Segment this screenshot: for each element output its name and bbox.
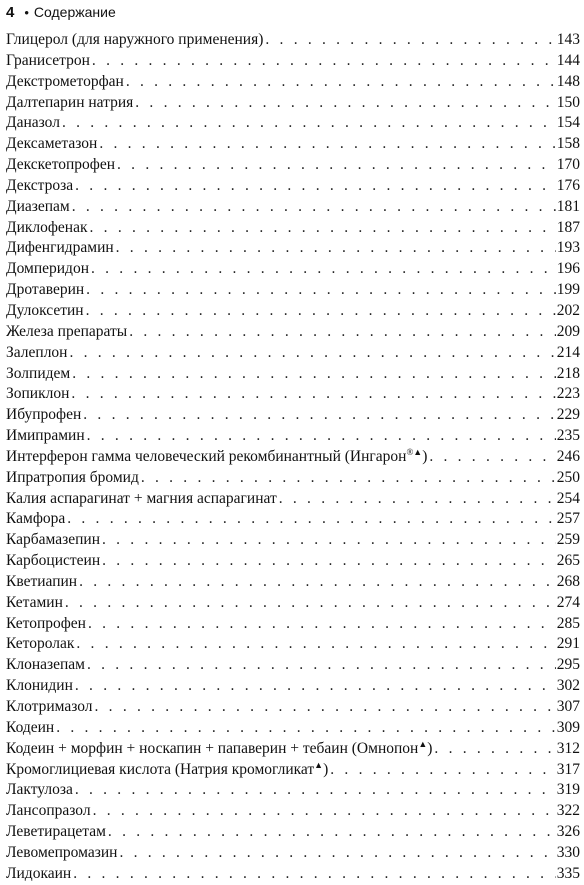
toc-entry-title — [6, 655, 87, 676]
dot-leader — [95, 697, 556, 718]
toc-entry-title-text: Золпидем — [6, 364, 71, 382]
toc-entry-title — [6, 134, 99, 155]
toc-entry-page-number: 259 — [556, 531, 580, 549]
toc-entry[interactable] — [6, 384, 580, 405]
toc-entry[interactable] — [6, 551, 580, 572]
toc-entry[interactable] — [6, 489, 580, 510]
toc-entry[interactable] — [6, 301, 580, 322]
page-number: 4 — [6, 3, 15, 21]
toc-entry-page-number: 335 — [556, 864, 580, 882]
page-header — [6, 2, 116, 22]
toc-entry-title — [6, 405, 83, 426]
toc-entry[interactable] — [6, 780, 580, 801]
toc-entry[interactable] — [6, 530, 580, 551]
toc-entry-title — [6, 864, 73, 885]
toc-entry-title-text: Дротаверин — [6, 281, 85, 299]
toc-entry[interactable] — [6, 51, 580, 72]
toc-entry-title-text: Клоназепам — [6, 656, 85, 674]
toc-entry[interactable] — [6, 405, 580, 426]
toc-entry-title — [6, 301, 86, 322]
toc-entry-title — [6, 614, 88, 635]
dot-leader — [76, 634, 555, 655]
dot-leader — [90, 218, 556, 239]
dot-leader — [72, 197, 556, 218]
dot-leader — [75, 676, 556, 697]
toc-entry[interactable] — [6, 280, 580, 301]
toc-entry-title — [6, 551, 102, 572]
toc-entry-title-text: Камфора — [6, 510, 66, 528]
dot-leader — [73, 864, 556, 885]
toc-entry[interactable] — [6, 238, 580, 259]
toc-entry-title — [6, 72, 126, 93]
dot-leader — [87, 655, 556, 676]
toc-entry-title-text: Леветирацетам — [6, 823, 106, 841]
dot-leader — [93, 801, 556, 822]
toc-entry-page-number: 295 — [556, 656, 580, 674]
toc-entry-title — [6, 572, 79, 593]
toc-entry-title-suffix: ) — [422, 447, 428, 465]
toc-entry[interactable] — [6, 259, 580, 280]
toc-entry-title — [6, 343, 69, 364]
toc-entry-title-text: Кромоглициевая кислота (Натрия кромогликат — [6, 760, 315, 778]
toc-entry-page-number: 223 — [556, 385, 580, 403]
toc-entry[interactable] — [6, 843, 580, 864]
toc-entry-title-text: Зопиклон — [6, 385, 70, 403]
toc-entry-title — [6, 530, 102, 551]
toc-entry-page-number: 218 — [556, 364, 580, 382]
toc-entry-title — [6, 780, 75, 801]
toc-entry-title-text: Декстроза — [6, 176, 74, 194]
toc-entry-page-number: 170 — [556, 156, 580, 174]
toc-entry-page-number: 268 — [556, 572, 580, 590]
dot-leader — [69, 343, 555, 364]
toc-entry-title-text: Домперидон — [6, 260, 89, 278]
toc-entry-title — [6, 718, 56, 739]
toc-entry-title-text: Кетамин — [6, 593, 63, 611]
dot-leader — [71, 384, 555, 405]
toc-entry-title — [6, 113, 62, 134]
toc-entry-title — [6, 489, 279, 510]
toc-entry-title-suffix: ) — [323, 760, 329, 778]
dot-leader — [102, 530, 556, 551]
toc-entry-page-number: 193 — [556, 239, 580, 257]
dot-leader — [79, 572, 556, 593]
toc-entry-title — [6, 447, 429, 468]
toc-entry-title-text: Гранисетрон — [6, 51, 90, 69]
toc-entry-page-number: 312 — [556, 739, 580, 757]
dot-leader — [62, 113, 556, 134]
toc-entry-page-number: 181 — [556, 197, 580, 215]
toc-entry-title-text: Глицерол (для наружного применения) — [6, 31, 264, 48]
toc-entry-title-text: Лансопразол — [6, 802, 91, 820]
toc-entry-title-text: Левомепромазин — [6, 843, 118, 861]
trademark-mark: ▲ — [314, 759, 324, 770]
toc-entry-title — [6, 468, 141, 489]
toc-entry-title — [6, 384, 71, 405]
toc-entry-page-number: 229 — [556, 406, 580, 424]
toc-entry-title — [6, 176, 75, 197]
dot-leader — [434, 739, 555, 760]
dot-leader — [56, 718, 556, 739]
table-of-contents — [6, 30, 580, 885]
toc-entry-title-text: Имипрамин — [6, 427, 85, 445]
dot-leader — [135, 93, 555, 114]
dot-leader — [91, 259, 556, 280]
toc-entry-title — [6, 197, 72, 218]
dot-leader — [265, 30, 555, 51]
dot-leader — [330, 760, 555, 781]
toc-entry-title-text: Кодеин + морфин + носкапин + папаверин + тебаин (Омнопон — [6, 739, 419, 757]
toc-entry-title-text: Клотримазол — [6, 698, 93, 715]
toc-entry[interactable] — [6, 93, 580, 114]
toc-entry-page-number: 326 — [556, 823, 580, 841]
toc-entry-page-number: 150 — [556, 93, 580, 111]
toc-entry-title-text: Интерферон гамма человеческий рекомбинантный (Ингарон — [6, 447, 407, 465]
toc-entry-title-text: Декстрометорфан — [6, 72, 124, 90]
dot-leader — [279, 489, 556, 510]
toc-entry[interactable] — [6, 864, 580, 885]
dot-leader — [119, 843, 555, 864]
toc-entry-page-number: 307 — [556, 698, 580, 715]
toc-entry-page-number: 176 — [556, 176, 580, 194]
dot-leader — [72, 364, 556, 385]
dot-leader — [126, 72, 556, 93]
toc-entry[interactable] — [6, 593, 580, 614]
toc-entry-page-number: 214 — [556, 343, 580, 361]
bullet-icon: • — [24, 4, 29, 20]
dot-leader — [83, 405, 555, 426]
toc-entry-title-text: Дулоксетин — [6, 301, 84, 319]
toc-entry-page-number: 187 — [556, 218, 580, 236]
toc-entry-title — [6, 238, 116, 259]
toc-entry-title — [6, 739, 434, 760]
toc-entry-title — [6, 280, 86, 301]
toc-entry[interactable] — [6, 364, 580, 385]
dot-leader — [116, 238, 556, 259]
toc-entry-page-number: 148 — [556, 72, 580, 90]
toc-entry-title — [6, 760, 330, 781]
toc-entry-title-text: Кодеин — [6, 718, 55, 736]
toc-entry[interactable] — [6, 447, 580, 468]
toc-entry-page-number: 154 — [556, 114, 580, 132]
toc-entry[interactable] — [6, 322, 580, 343]
dot-leader — [92, 51, 556, 72]
toc-entry[interactable] — [6, 30, 580, 51]
toc-entry-page-number: 202 — [556, 301, 580, 319]
toc-entry-page-number: 235 — [556, 427, 580, 445]
toc-entry-page-number: 196 — [556, 260, 580, 278]
toc-entry[interactable] — [6, 801, 580, 822]
dot-leader — [87, 426, 556, 447]
toc-entry-title — [6, 676, 75, 697]
toc-entry-page-number: 250 — [556, 468, 580, 486]
toc-entry-title — [6, 155, 117, 176]
toc-entry-title-text: Залеплон — [6, 343, 68, 361]
toc-entry-title-text: Декскетопрофен — [6, 156, 116, 174]
toc-entry-title-text: Кеторолак — [6, 635, 75, 653]
toc-entry-title — [6, 322, 129, 343]
toc-entry-title — [6, 93, 135, 114]
toc-entry-page-number: 274 — [556, 593, 580, 611]
toc-entry-title-text: Ипратропия бромид — [6, 468, 139, 486]
toc-entry[interactable] — [6, 572, 580, 593]
toc-entry-page-number: 285 — [556, 614, 580, 632]
section-title: Содержание — [33, 4, 116, 20]
toc-entry-title-suffix: ) — [427, 739, 433, 757]
toc-entry-title — [6, 51, 92, 72]
toc-entry-title-text: Клонидин — [6, 677, 73, 695]
toc-entry-page-number: 199 — [556, 281, 580, 299]
toc-entry[interactable] — [6, 72, 580, 93]
toc-entry-title — [6, 801, 93, 822]
toc-entry-title — [6, 30, 265, 51]
dot-leader — [65, 593, 556, 614]
toc-entry-page-number: 158 — [556, 135, 580, 153]
toc-entry[interactable] — [6, 176, 580, 197]
toc-entry-title — [6, 364, 72, 385]
toc-entry-title-text: Лидокаин — [6, 864, 72, 882]
toc-entry-page-number: 254 — [556, 489, 580, 507]
toc-entry[interactable] — [6, 822, 580, 843]
toc-entry-title-text: Диазепам — [6, 197, 70, 215]
toc-entry-title-text: Железа препараты — [6, 322, 128, 340]
toc-entry[interactable] — [6, 197, 580, 218]
toc-entry-page-number: 144 — [556, 51, 580, 69]
toc-entry-title — [6, 509, 67, 530]
toc-entry-page-number: 291 — [556, 635, 580, 653]
toc-entry[interactable] — [6, 343, 580, 364]
toc-entry[interactable] — [6, 218, 580, 239]
trademark-mark: ®▲ — [406, 446, 423, 457]
toc-entry-title — [6, 634, 76, 655]
dot-leader — [102, 551, 556, 572]
toc-entry-title — [6, 259, 91, 280]
toc-entry-page-number: 322 — [556, 802, 580, 820]
toc-entry-title-text: Карбамазепин — [6, 531, 100, 549]
toc-entry-title — [6, 822, 108, 843]
toc-entry-title — [6, 697, 95, 718]
dot-leader — [99, 134, 555, 155]
toc-entry-title-text: Дексаметазон — [6, 135, 98, 153]
dot-leader — [75, 780, 556, 801]
dot-leader — [75, 176, 556, 197]
toc-entry[interactable] — [6, 134, 580, 155]
toc-entry-title-text: Далтепарин натрия — [6, 93, 134, 111]
toc-entry-page-number: 257 — [556, 510, 580, 528]
toc-entry-title-text: Ибупрофен — [6, 406, 82, 424]
dot-leader — [429, 447, 555, 468]
toc-entry-page-number: 302 — [556, 677, 580, 695]
toc-entry-page-number: 330 — [556, 843, 580, 861]
toc-entry-page-number: 319 — [556, 781, 580, 799]
toc-entry-title-text: Калия аспарагинат + магния аспарагинат — [6, 489, 277, 507]
trademark-mark: ▲ — [418, 738, 428, 749]
toc-entry-title-text: Лактулоза — [6, 781, 73, 799]
dot-leader — [86, 301, 556, 322]
dot-leader — [117, 155, 556, 176]
dot-leader — [88, 614, 556, 635]
toc-entry-page-number: 143 — [556, 31, 580, 48]
toc-entry-title-text: Дифенгидрамин — [6, 239, 114, 257]
dot-leader — [86, 280, 556, 301]
dot-leader — [129, 322, 556, 343]
toc-entry[interactable] — [6, 509, 580, 530]
toc-entry-title-text: Кетопрофен — [6, 614, 86, 632]
toc-entry[interactable] — [6, 718, 580, 739]
toc-entry[interactable] — [6, 739, 580, 760]
toc-entry-page-number: 209 — [556, 322, 580, 340]
toc-entry[interactable] — [6, 676, 580, 697]
toc-entry-title — [6, 218, 90, 239]
dot-leader — [108, 822, 556, 843]
toc-entry[interactable] — [6, 655, 580, 676]
toc-entry-title — [6, 426, 87, 447]
toc-entry[interactable] — [6, 155, 580, 176]
dot-leader — [67, 509, 556, 530]
toc-entry[interactable] — [6, 634, 580, 655]
toc-entry-page-number: 265 — [556, 552, 580, 570]
toc-entry[interactable] — [6, 113, 580, 134]
toc-entry[interactable] — [6, 614, 580, 635]
toc-entry-title — [6, 593, 65, 614]
toc-entry[interactable] — [6, 426, 580, 447]
dot-leader — [141, 468, 556, 489]
toc-entry-title-text: Диклофенак — [6, 218, 88, 236]
toc-entry-title-text: Даназол — [6, 114, 60, 132]
toc-entry-title-text: Карбоцистеин — [6, 552, 101, 570]
toc-entry-title — [6, 843, 119, 864]
toc-entry-page-number: 317 — [556, 760, 580, 778]
toc-entry-title-text: Кветиапин — [6, 572, 78, 590]
toc-entry[interactable] — [6, 468, 580, 489]
toc-entry-page-number: 309 — [556, 718, 580, 736]
toc-entry[interactable] — [6, 760, 580, 781]
toc-entry[interactable] — [6, 697, 580, 718]
toc-entry-page-number: 246 — [556, 447, 580, 465]
